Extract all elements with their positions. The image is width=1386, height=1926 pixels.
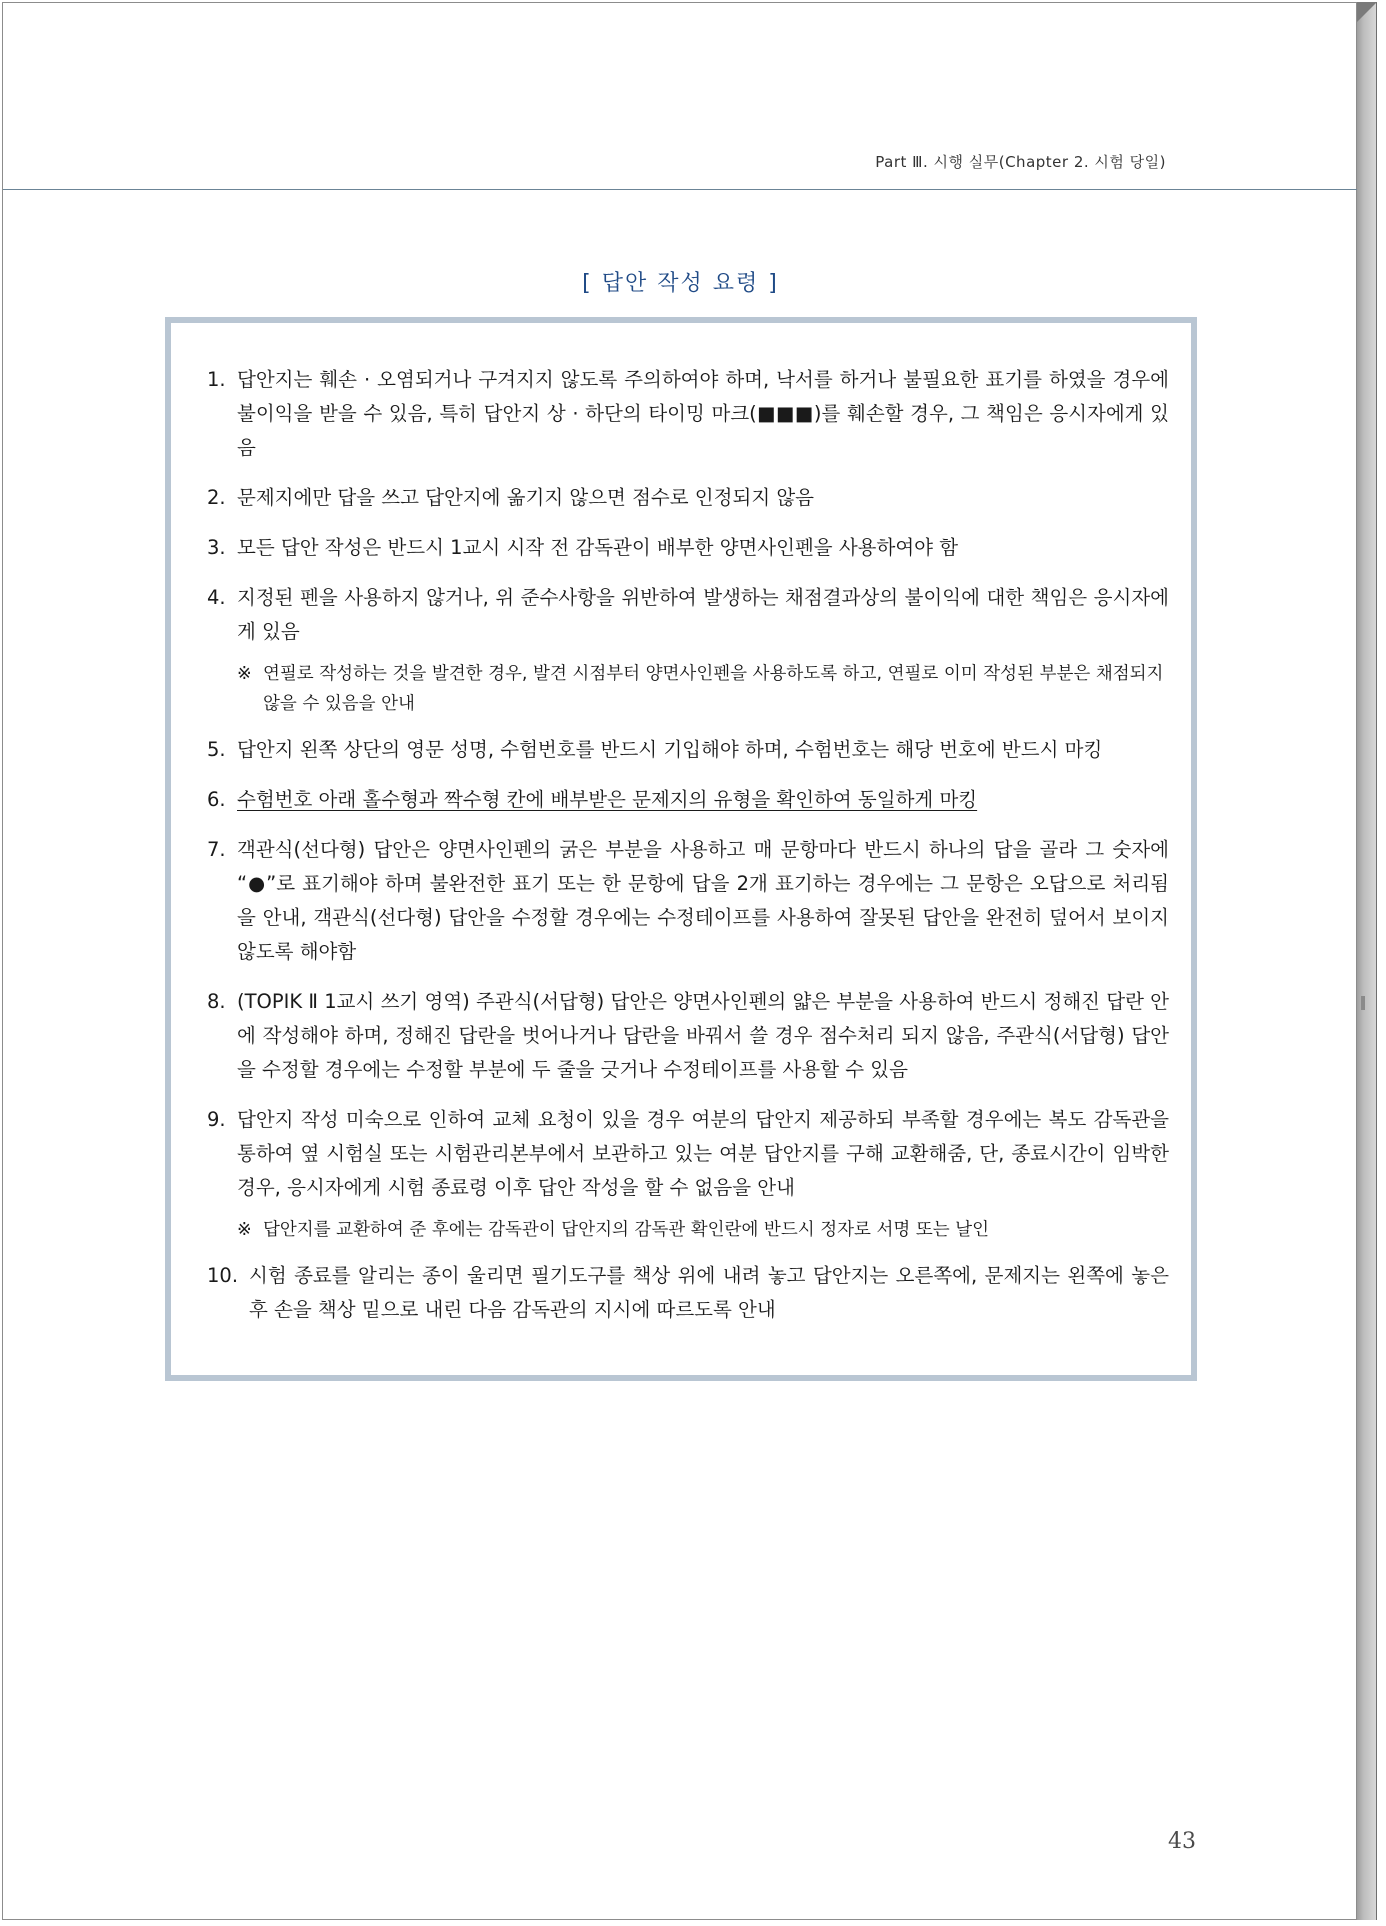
item-text: 문제지에만 답을 쓰고 답안지에 옮기지 않으면 점수로 인정되지 않음: [237, 486, 815, 509]
document-page: [2, 2, 1357, 1920]
item-number: 4.: [207, 586, 226, 609]
item-number: 10.: [207, 1264, 239, 1287]
page-number: 43: [1168, 1829, 1196, 1854]
answer-guide-box: [165, 317, 1197, 1381]
item-text: 답안지는 훼손 · 오염되거나 구겨지지 않도록 주의하여야 하며, 낙서를 하거나 불필요한 표기를 하였을 경우에 불이익을 받을 수 있음, 특히 답안지 상 · 하단의 타이밍 마크(■■■)를 훼손할 경우, 그 책임은 응시자에게 있음: [237, 368, 1169, 459]
item-note: [237, 659, 1169, 719]
section-title: [ 답안 작성 요령 ]: [582, 271, 779, 296]
item-number: 2.: [207, 486, 226, 509]
running-header: Part Ⅲ. 시행 실무(Chapter 2. 시험 당일): [875, 153, 1166, 171]
header-divider: [3, 189, 1358, 190]
item-number: 1.: [207, 368, 226, 391]
item-number: 8.: [207, 990, 226, 1013]
item-text: 시험 종료를 알리는 종이 울리면 필기도구를 책상 위에 내려 놓고 답안지는 오른쪽에, 문제지는 왼쪽에 놓은 후 손을 책상 밑으로 내린 다음 감독관의 지시에 따르도록 안내: [249, 1264, 1169, 1321]
side-marker: [1361, 996, 1365, 1010]
item-text-emphasized: 수험번호 아래 홀수형과 짝수형 칸에 배부받은 문제지의 유형을 확인하여 동일하게 마킹: [237, 788, 978, 811]
list-item: [207, 733, 1169, 767]
page-corner-fold: [1357, 2, 1377, 22]
list-item: [207, 1259, 1169, 1327]
list-item: [207, 833, 1169, 969]
item-text: 객관식(선다형) 답안은 양면사인펜의 굵은 부분을 사용하고 매 문항마다 반드시 하나의 답을 골라 그 숫자에 “●”로 표기해야 하며 불완전한 표기 또는 한 문항에 답을 2개 표기하는 경우에는 그 문항은 오답으로 처리됨을 안내, 객관식(선다형) 답안을 수정할 경우에는 수정테이프를 사용하여 잘못된 답안을 완전히 덮어서 보이지 않도록 해야함: [237, 838, 1169, 963]
item-text: (TOPIK Ⅱ 1교시 쓰기 영역) 주관식(서답형) 답안은 양면사인펜의 얇은 부분을 사용하여 반드시 정해진 답란 안에 작성해야 하며, 정해진 답란을 벗어나거나 답란을 바꿔서 쓸 경우 점수처리 되지 않음, 주관식(서답형) 답안을 수정할 경우에는 수정할 부분에 두 줄을 긋거나 수정테이프를 사용할 수 있음: [237, 990, 1169, 1081]
item-number: 3.: [207, 536, 226, 559]
list-item: [207, 985, 1169, 1087]
item-number: 7.: [207, 838, 226, 861]
item-number: 6.: [207, 788, 226, 811]
item-number: 9.: [207, 1108, 226, 1131]
note-mark: ※: [237, 1220, 252, 1240]
list-item: [207, 783, 1169, 817]
note-text: 연필로 작성하는 것을 발견한 경우, 발견 시점부터 양면사인펜을 사용하도록 하고, 연필로 이미 작성된 부분은 채점되지 않을 수 있음을 안내: [263, 664, 1164, 714]
item-text: 답안지 작성 미숙으로 인하여 교체 요청이 있을 경우 여분의 답안지 제공하되 부족할 경우에는 복도 감독관을 통하여 옆 시험실 또는 시험관리본부에서 보관하고 있는 여분 답안지를 구해 교환해줌, 단, 종료시간이 임박한 경우, 응시자에게 시험 종료령 이후 답안 작성을 할 수 없음을 안내: [237, 1108, 1169, 1199]
list-item: [207, 531, 1169, 565]
item-number: 5.: [207, 738, 226, 761]
list-item: [207, 1103, 1169, 1205]
page-stack-edge: [1357, 2, 1377, 1920]
item-text: 모든 답안 작성은 반드시 1교시 시작 전 감독관이 배부한 양면사인펜을 사용하여야 함: [237, 536, 959, 559]
item-text: 답안지 왼쪽 상단의 영문 성명, 수험번호를 반드시 기입해야 하며, 수험번호는 해당 번호에 반드시 마킹: [237, 738, 1103, 761]
item-text: 지정된 펜을 사용하지 않거나, 위 준수사항을 위반하여 발생하는 채점결과상의 불이익에 대한 책임은 응시자에게 있음: [237, 586, 1169, 643]
note-mark: ※: [237, 664, 252, 684]
guide-list: [207, 363, 1169, 1343]
note-text: 답안지를 교환하여 준 후에는 감독관이 답안지의 감독관 확인란에 반드시 정자로 서명 또는 날인: [263, 1220, 990, 1240]
item-note: [237, 1215, 1169, 1245]
list-item: [207, 581, 1169, 649]
list-item: [207, 363, 1169, 465]
list-item: [207, 481, 1169, 515]
